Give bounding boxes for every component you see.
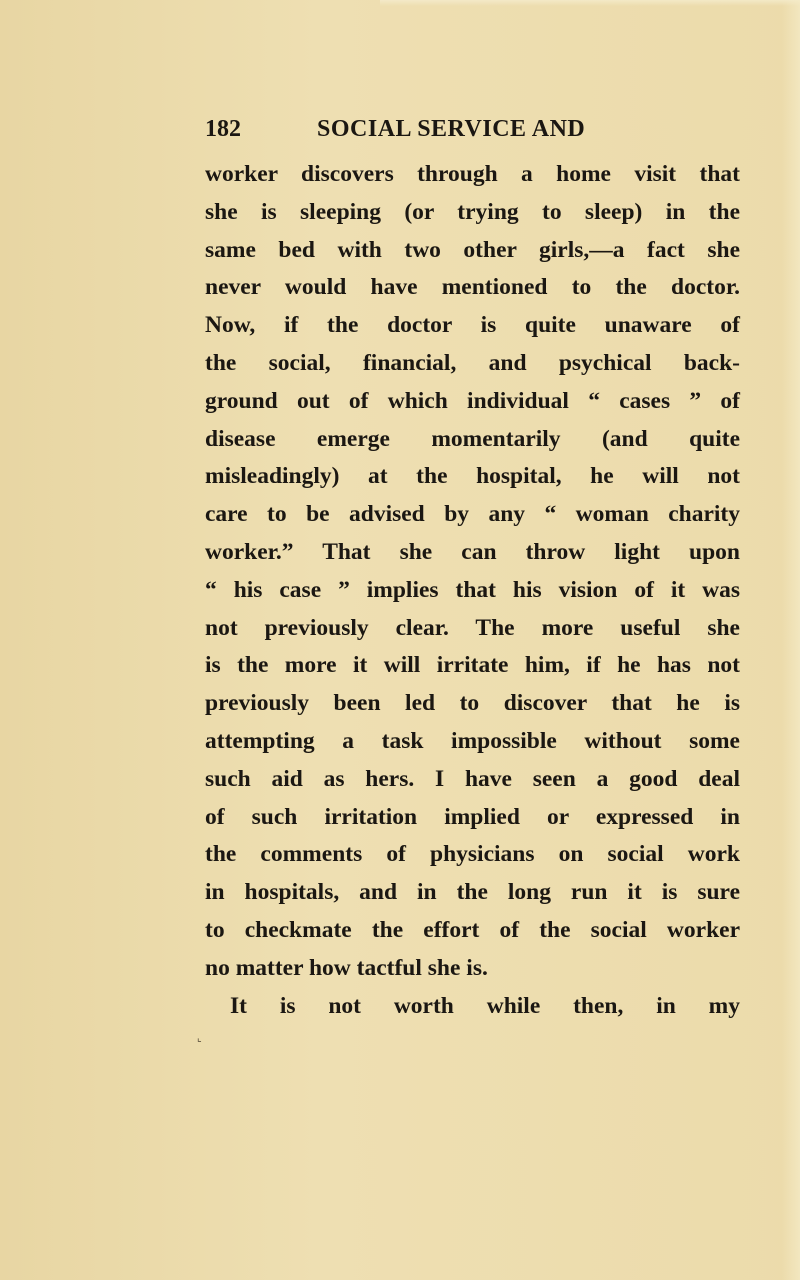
page-header [205, 116, 740, 156]
printer-mark-icon: ⌞ [197, 1033, 202, 1044]
running-head: SOCIAL SERVICE AND [317, 116, 586, 142]
text-line: misleadingly) at the hospital, he will not [205, 463, 740, 490]
paragraph-1 [205, 156, 740, 988]
text-line: she is sleeping (or trying to sleep) in the [205, 198, 740, 225]
text-line: Now, if the doctor is quite unaware of [205, 312, 740, 339]
body-text [205, 156, 740, 1025]
text-line: disease emerge momentarily (and quite [205, 425, 740, 452]
text-line: to checkmate the effort of the social worker [205, 916, 740, 943]
text-line: worker.” That she can throw light upon [205, 538, 740, 565]
text-line: care to be advised by any “ woman charity [205, 501, 740, 528]
text-line: of such irritation implied or expressed in [205, 803, 740, 830]
text-line: the comments of physicians on social work [205, 841, 740, 868]
text-line: not previously clear. The more useful she [205, 614, 740, 641]
text-line: is the more it will irritate him, if he has not [205, 652, 740, 679]
text-line: It is not worth while then, in my [230, 992, 740, 1019]
page-top-edge [380, 0, 800, 6]
text-line: “ his case ” implies that his vision of it was [205, 576, 740, 603]
text-line: no matter how tactful she is. [205, 954, 488, 981]
text-line: such aid as hers. I have seen a good deal [205, 765, 740, 792]
text-line: attempting a task impossible without some [205, 727, 740, 754]
text-line: never would have mentioned to the doctor. [205, 274, 740, 301]
text-line: the social, financial, and psychical back- [205, 349, 740, 376]
book-page [205, 116, 740, 1025]
text-line: ground out of which individual “ cases ” of [205, 387, 740, 414]
paragraph-2 [205, 988, 740, 1026]
text-line: in hospitals, and in the long run it is sure [205, 879, 740, 906]
text-line: same bed with two other girls,—a fact she [205, 236, 740, 263]
page-right-edge [782, 0, 800, 1280]
page-number: 182 [205, 116, 241, 142]
text-line: previously been led to discover that he is [205, 690, 740, 717]
text-line: worker discovers through a home visit that [205, 161, 740, 187]
